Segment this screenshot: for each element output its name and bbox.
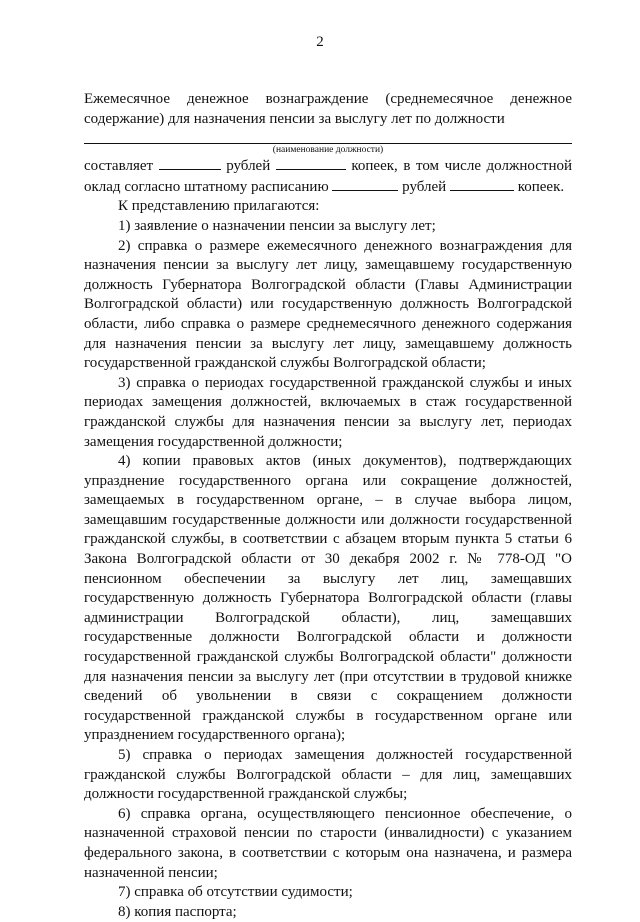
salary-kopecks-blank — [450, 177, 514, 191]
salary-word-kopecks-incl: копеек, в том числе должностной — [351, 158, 572, 175]
salary-rubles-blank — [332, 177, 398, 191]
kopecks-blank — [276, 156, 346, 170]
rubles-blank — [159, 156, 221, 170]
attachments-intro: К представлению прилагаются: — [118, 198, 320, 215]
salary-word-salary: оклад согласно штатному расписанию — [84, 178, 329, 195]
list-item: 2) справка о размере ежемесячного денежного вознаграждения для назначения пенсии за выслугу лет лицу, замещавшему государственную должность Губернатора Волгоградской области (Главы Администрации Волгоградской области) или государственную должность Волгоградской области, либо справка о размере среднемесячного денежного содержания для назначения пенсии за выслугу лет лицу, замещавшему должность государственной гражданской службы Волгоградской области; — [84, 237, 572, 372]
list-item: 1) заявление о назначении пенсии за выслугу лет; — [118, 217, 436, 234]
list-item: 7) справка об отсутствии судимости; — [118, 884, 353, 901]
salary-word-rubles: рублей — [226, 158, 271, 175]
list-item: 4) копии правовых актов (иных документов), подтверждающих упразднение государственного органа или сокращение должностей, замещаемых в государственном органе, – в случае выбора лицом, замещавшим государственные должности или должности государственной гражданской службы, в соответствии с абзацем вторым пункта 5 статьи 6 Закона Волгоградской области от 30 декабря 2002 г. № 778-ОД "О пенсионном обеспечении за выслугу лет лиц, замещавших государственную должность Губернатора Волгоградской области (главы администрации Волгоградской области), лиц, замещавших государственные должности Волгоградской области и должности государственной гражданской службы Волгоградской области" должности для назначения пенсии за выслугу лет (при отсутствии в трудовой книжке сведений об увольнении в связи с сокращением должности государственной гражданской службы в государственном органе или упразднением государственного органа); — [84, 453, 572, 744]
salary-line-2 — [84, 177, 572, 198]
salary-word-amount: составляет — [84, 158, 154, 175]
page-number: 2 — [316, 34, 324, 50]
salary-word-kopecks: копеек. — [517, 178, 565, 195]
salary-line-1 — [84, 156, 572, 177]
salary-word-rubles2: рублей — [402, 178, 447, 195]
list-item: 3) справка о периодах государственной гражданской службы и иных периодах замещения должностей, включаемых в стаж государственной гражданской службы для назначения пенсии за выслугу лет, периодах замещения государственной должности; — [84, 374, 572, 450]
intro-paragraph: Ежемесячное денежное вознаграждение (среднемесячное денежное содержание) для назначения пенсии за выслугу лет по должности — [84, 91, 572, 127]
position-caption: (наименование должности) — [272, 145, 384, 156]
list-item: 8) копия паспорта; — [118, 903, 237, 920]
document-body — [84, 90, 572, 922]
list-item: 5) справка о периодах замещения должностей государственной гражданской службы Волгоградской области – для лиц, замещавших должности государственной гражданской службы; — [84, 747, 572, 803]
list-item: 6) справка органа, осуществляющего пенсионное обеспечение, о назначенной страховой пенсии по старости (инвалидности) с указанием федерального закона, в соответствии с которым она назначена, и размера назначенной пенсии; — [84, 805, 572, 881]
position-field — [84, 133, 572, 156]
